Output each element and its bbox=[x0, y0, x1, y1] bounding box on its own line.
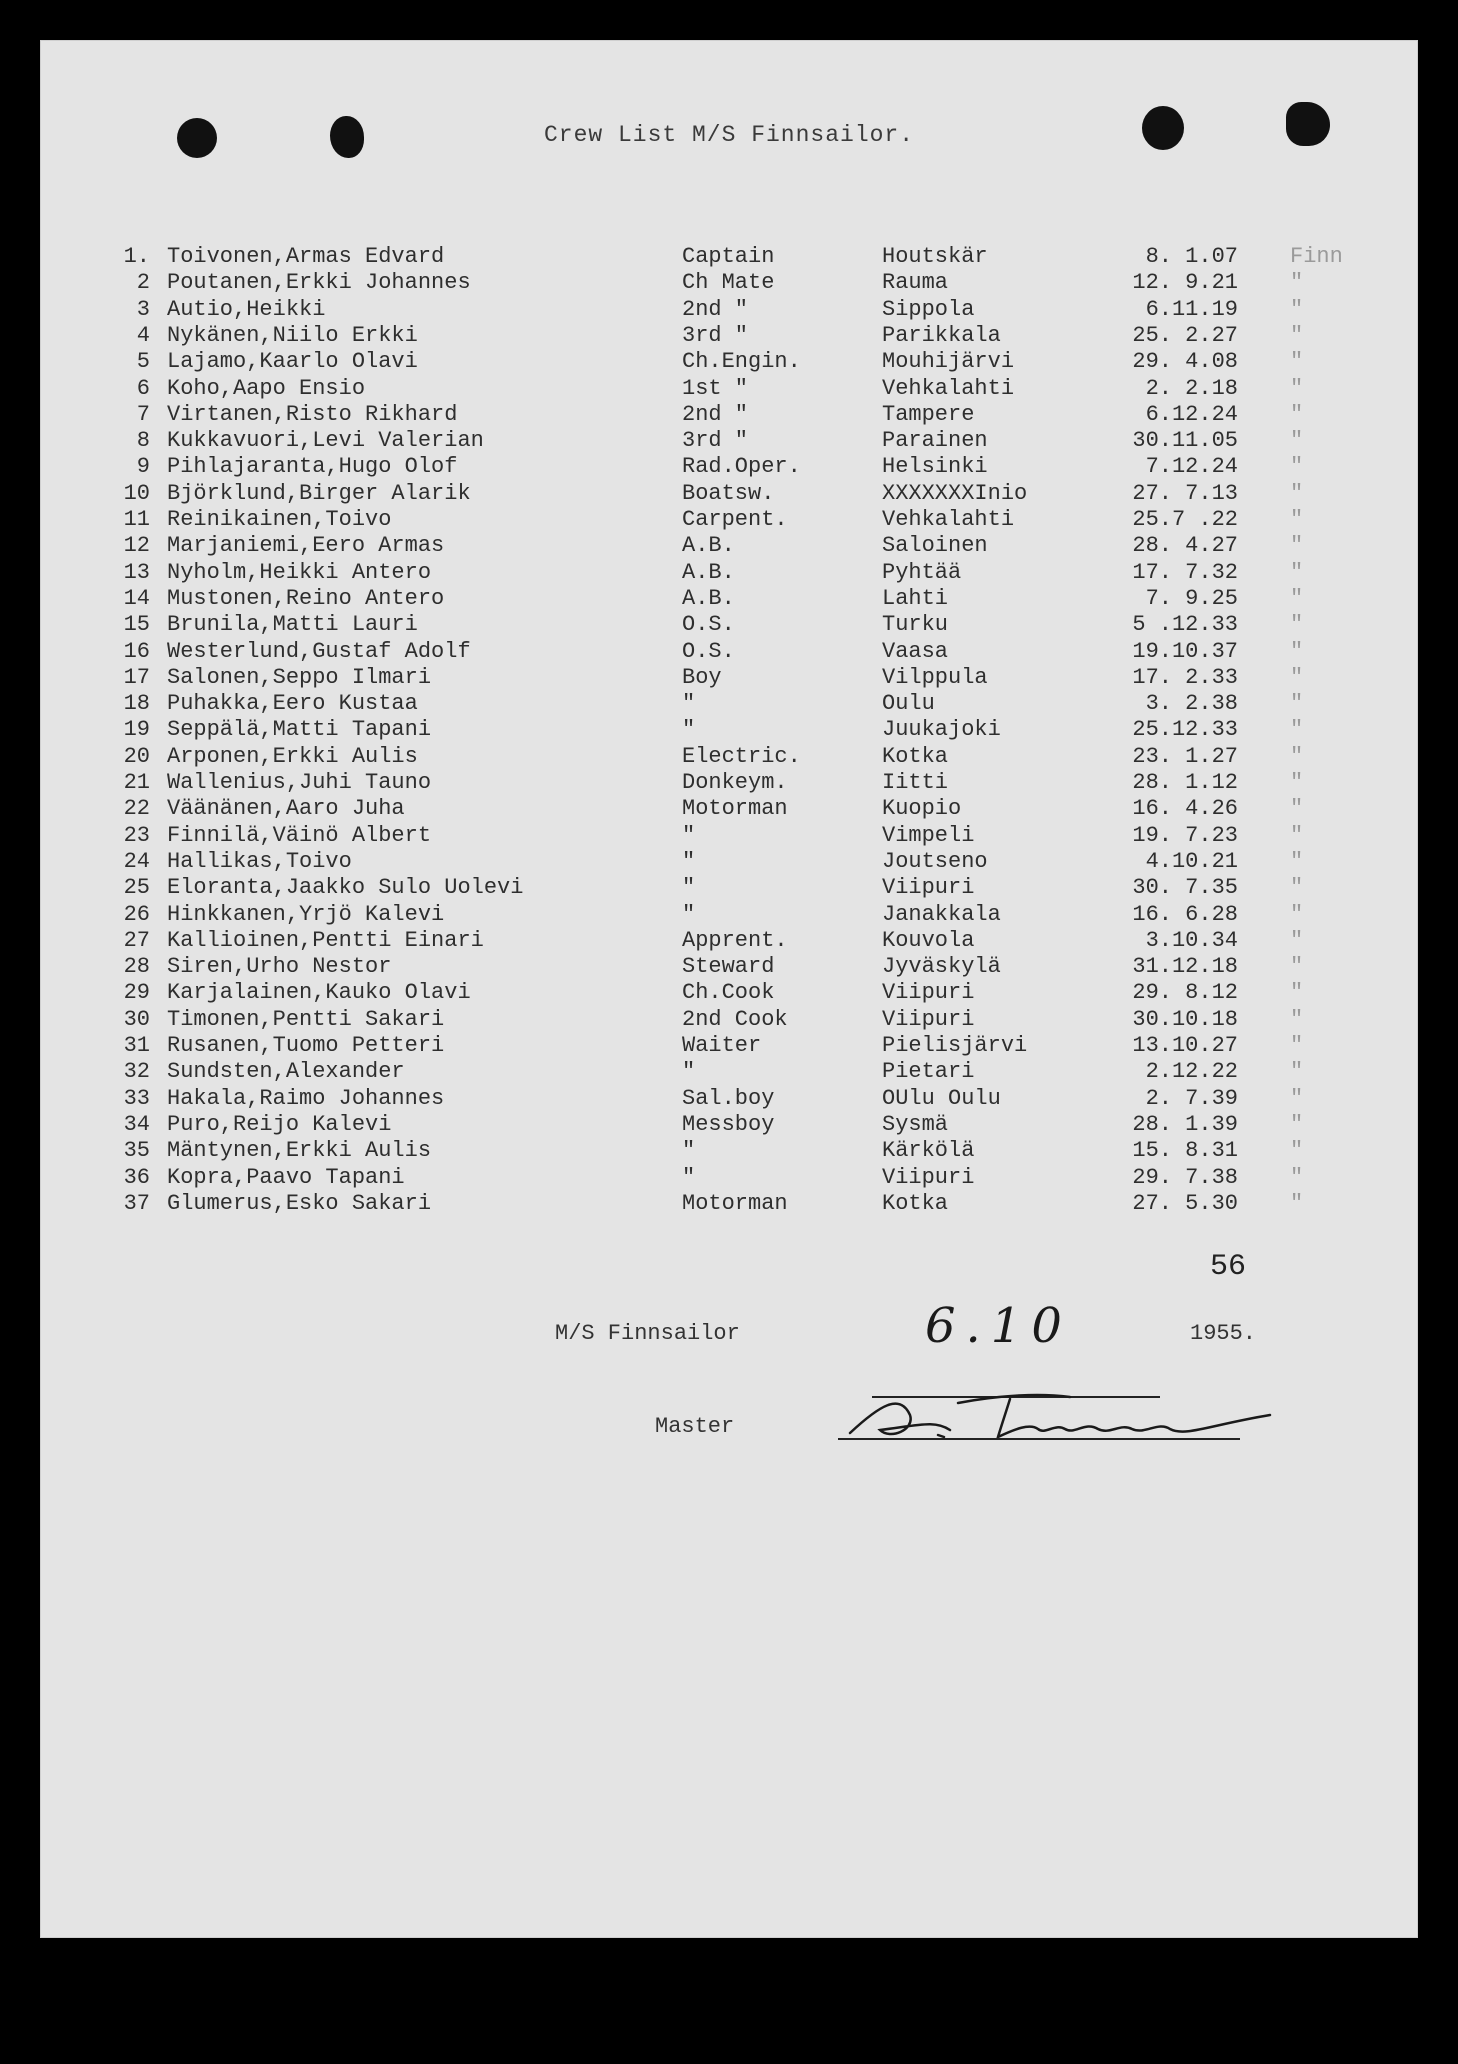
crew-nationality: " bbox=[1290, 822, 1304, 848]
crew-number: 4 bbox=[136, 322, 150, 348]
crew-birthplace: Vaasa bbox=[882, 638, 949, 664]
crew-number: 3 bbox=[136, 296, 150, 322]
crew-birthplace: Kouvola bbox=[882, 927, 975, 953]
crew-birthdate: 30. 7.35 bbox=[1132, 875, 1238, 901]
crew-rank: " bbox=[682, 848, 696, 874]
crew-birthplace: Viipuri bbox=[882, 980, 975, 1006]
crew-name: Puhakka,Eero Kustaa bbox=[167, 691, 418, 717]
crew-birthplace: Viipuri bbox=[882, 875, 975, 901]
crew-nationality: " bbox=[1290, 743, 1304, 769]
crew-nationality: " bbox=[1290, 954, 1304, 980]
crew-number: 9 bbox=[136, 454, 150, 480]
crew-name: Brunila,Matti Lauri bbox=[167, 612, 418, 638]
crew-name: Hinkkanen,Yrjö Kalevi bbox=[167, 901, 445, 927]
crew-birthdate: 28. 1.39 bbox=[1132, 1111, 1238, 1137]
crew-name: Hallikas,Toivo bbox=[167, 848, 352, 874]
crew-birthplace: Tampere bbox=[882, 401, 975, 427]
master-signature bbox=[840, 1385, 1300, 1455]
crew-rank: 2nd " bbox=[682, 296, 749, 322]
crew-birthplace: XXXXXXXInio bbox=[882, 480, 1028, 506]
crew-nationality: " bbox=[1290, 507, 1304, 532]
crew-nationality: " bbox=[1290, 980, 1304, 1006]
crew-nationality: " bbox=[1290, 375, 1304, 401]
crew-birthplace: Rauma bbox=[882, 270, 949, 296]
crew-birthplace: Vehkalahti bbox=[882, 375, 1015, 401]
crew-birthplace: Turku bbox=[882, 612, 949, 638]
crew-number: 11 bbox=[123, 507, 150, 532]
crew-birthplace: Kuopio bbox=[882, 796, 962, 822]
crew-name: Kopra,Paavo Tapani bbox=[167, 1164, 405, 1190]
crew-nationality: " bbox=[1290, 717, 1304, 743]
crew-birthdate: 30.11.05 bbox=[1132, 428, 1238, 454]
crew-name: Glumerus,Esko Sakari bbox=[167, 1190, 432, 1216]
crew-birthdate: 17. 7.32 bbox=[1132, 559, 1238, 585]
crew-name: Mustonen,Reino Antero bbox=[167, 585, 445, 611]
crew-name: Timonen,Pentti Sakari bbox=[167, 1006, 445, 1032]
crew-name: Poutanen,Erkki Johannes bbox=[167, 270, 471, 296]
crew-birthdate: 15. 8.31 bbox=[1132, 1138, 1238, 1164]
crew-name: Autio,Heikki bbox=[167, 296, 326, 322]
crew-nationality: " bbox=[1290, 796, 1304, 822]
crew-rank: A.B. bbox=[682, 585, 735, 611]
crew-birthplace: Houtskär bbox=[882, 244, 988, 269]
crew-name: Hakala,Raimo Johannes bbox=[167, 1085, 445, 1111]
crew-birthplace: Oulu bbox=[882, 691, 935, 717]
crew-rank: Steward bbox=[682, 954, 775, 980]
crew-number: 36 bbox=[123, 1164, 150, 1190]
crew-birthdate: 7. 9.25 bbox=[1145, 585, 1238, 611]
crew-rank: 3rd " bbox=[682, 322, 749, 348]
crew-nationality: " bbox=[1290, 770, 1304, 795]
crew-rank: Apprent. bbox=[682, 927, 788, 953]
crew-name: Koho,Aapo Ensio bbox=[167, 375, 366, 401]
crew-nationality: " bbox=[1290, 428, 1304, 454]
crew-birthdate: 27. 5.30 bbox=[1132, 1190, 1238, 1216]
crew-nationality: " bbox=[1290, 454, 1304, 480]
crew-number: 21 bbox=[123, 770, 150, 795]
crew-birthdate: 17. 2.33 bbox=[1132, 664, 1238, 690]
crew-birthplace: Kotka bbox=[882, 1190, 949, 1216]
crew-birthdate: 12. 9.21 bbox=[1132, 270, 1238, 296]
crew-birthplace: Joutseno bbox=[882, 848, 988, 874]
crew-nationality: " bbox=[1290, 270, 1304, 296]
crew-nationality: " bbox=[1290, 1190, 1304, 1216]
crew-number: 22 bbox=[123, 796, 150, 822]
crew-rank: Electric. bbox=[682, 743, 801, 769]
page-number: 56 bbox=[1210, 1250, 1247, 1284]
crew-birthdate: 25. 2.27 bbox=[1132, 322, 1238, 348]
crew-birthdate: 5 .12.33 bbox=[1132, 612, 1238, 638]
crew-nationality: " bbox=[1290, 901, 1304, 927]
crew-birthdate: 28. 4.27 bbox=[1132, 533, 1238, 559]
crew-birthdate: 2. 2.18 bbox=[1145, 375, 1238, 401]
crew-birthdate: 23. 1.27 bbox=[1132, 743, 1238, 769]
crew-name: Marjaniemi,Eero Armas bbox=[167, 533, 445, 559]
crew-birthplace: Janakkala bbox=[882, 901, 1001, 927]
crew-number: 29 bbox=[123, 980, 150, 1006]
crew-nationality: " bbox=[1290, 1033, 1304, 1058]
crew-name: Wallenius,Juhi Tauno bbox=[167, 770, 432, 795]
crew-birthdate: 19.10.37 bbox=[1132, 638, 1238, 664]
crew-name: Salonen,Seppo Ilmari bbox=[167, 664, 432, 690]
crew-birthdate: 28. 1.12 bbox=[1132, 770, 1238, 795]
crew-birthplace: Kärkölä bbox=[882, 1138, 975, 1164]
crew-rank: Motorman bbox=[682, 1190, 788, 1216]
crew-rank: Waiter bbox=[682, 1033, 762, 1058]
crew-rank: Rad.Oper. bbox=[682, 454, 801, 480]
crew-rank: Boy bbox=[682, 664, 722, 690]
crew-nationality: " bbox=[1290, 1059, 1304, 1085]
crew-name: Eloranta,Jaakko Sulo Uolevi bbox=[167, 875, 524, 901]
crew-birthdate: 6.12.24 bbox=[1145, 401, 1238, 427]
crew-rank: Carpent. bbox=[682, 507, 788, 532]
crew-birthplace: Juukajoki bbox=[882, 717, 1001, 743]
crew-name: Pihlajaranta,Hugo Olof bbox=[167, 454, 458, 480]
crew-birthplace: Viipuri bbox=[882, 1006, 975, 1032]
crew-name: Nyholm,Heikki Antero bbox=[167, 559, 432, 585]
crew-birthdate: 3. 2.38 bbox=[1145, 691, 1238, 717]
crew-number: 34 bbox=[123, 1111, 150, 1137]
crew-rank: Captain bbox=[682, 244, 775, 269]
crew-nationality: " bbox=[1290, 559, 1304, 585]
crew-nationality: " bbox=[1290, 533, 1304, 559]
crew-nationality: " bbox=[1290, 638, 1304, 664]
page-title: Crew List M/S Finnsailor. bbox=[543, 122, 915, 148]
crew-name: Virtanen,Risto Rikhard bbox=[167, 401, 458, 427]
crew-name: Nykänen,Niilo Erkki bbox=[167, 322, 418, 348]
crew-birthdate: 29. 4.08 bbox=[1132, 349, 1238, 375]
crew-number: 31 bbox=[123, 1033, 150, 1058]
crew-birthplace: Pietari bbox=[882, 1059, 975, 1085]
master-label: Master bbox=[655, 1414, 735, 1439]
crew-name: Puro,Reijo Kalevi bbox=[167, 1111, 392, 1137]
crew-name: Arponen,Erkki Aulis bbox=[167, 743, 418, 769]
crew-birthplace: Parainen bbox=[882, 428, 988, 454]
crew-rank: Donkeym. bbox=[682, 770, 788, 795]
crew-number: 8 bbox=[136, 428, 150, 454]
crew-nationality: " bbox=[1290, 1138, 1304, 1164]
crew-birthdate: 6.11.19 bbox=[1145, 296, 1238, 322]
crew-name: Sundsten,Alexander bbox=[167, 1059, 405, 1085]
crew-birthplace: Viipuri bbox=[882, 1164, 975, 1190]
crew-rank: " bbox=[682, 901, 696, 927]
crew-nationality: " bbox=[1290, 612, 1304, 638]
handwritten-date: 6.10 bbox=[925, 1298, 1072, 1354]
crew-nationality: " bbox=[1290, 585, 1304, 611]
crew-birthplace: Kotka bbox=[882, 743, 949, 769]
crew-birthdate: 16. 4.26 bbox=[1132, 796, 1238, 822]
crew-nationality: " bbox=[1290, 1085, 1304, 1111]
crew-number: 28 bbox=[123, 954, 150, 980]
crew-nationality: " bbox=[1290, 927, 1304, 953]
crew-number: 6 bbox=[136, 375, 150, 401]
crew-number: 13 bbox=[123, 559, 150, 585]
crew-number: 7 bbox=[136, 401, 150, 427]
crew-number: 37 bbox=[123, 1190, 150, 1216]
crew-rank: " bbox=[682, 691, 696, 717]
crew-rank: 3rd " bbox=[682, 428, 749, 454]
crew-number: 20 bbox=[123, 743, 150, 769]
crew-birthdate: 4.10.21 bbox=[1145, 848, 1238, 874]
crew-rank: 1st " bbox=[682, 375, 749, 401]
crew-nationality: " bbox=[1290, 349, 1304, 375]
crew-nationality: " bbox=[1290, 664, 1304, 690]
crew-rank: " bbox=[682, 875, 696, 901]
crew-rank: 2nd " bbox=[682, 401, 749, 427]
crew-rank: " bbox=[682, 1059, 696, 1085]
crew-number: 15 bbox=[123, 612, 150, 638]
crew-birthplace: Lahti bbox=[882, 585, 949, 611]
crew-rank: " bbox=[682, 1138, 696, 1164]
crew-birthplace: Vilppula bbox=[882, 664, 988, 690]
crew-nationality: " bbox=[1290, 480, 1304, 506]
crew-birthdate: 8. 1.07 bbox=[1145, 244, 1238, 269]
crew-number: 17 bbox=[123, 664, 150, 690]
crew-number: 12 bbox=[123, 533, 150, 559]
crew-birthdate: 3.10.34 bbox=[1145, 927, 1238, 953]
crew-number: 35 bbox=[123, 1138, 150, 1164]
crew-name: Seppälä,Matti Tapani bbox=[167, 717, 432, 743]
crew-birthplace: Sysmä bbox=[882, 1111, 949, 1137]
crew-rank: Ch Mate bbox=[682, 270, 775, 296]
crew-number: 1. bbox=[123, 244, 150, 269]
crew-birthdate: 16. 6.28 bbox=[1132, 901, 1238, 927]
crew-name: Björklund,Birger Alarik bbox=[167, 480, 471, 506]
crew-birthdate: 13.10.27 bbox=[1132, 1033, 1238, 1058]
crew-rank: Boatsw. bbox=[682, 480, 775, 506]
crew-nationality: " bbox=[1290, 1006, 1304, 1032]
crew-name: Kallioinen,Pentti Einari bbox=[167, 927, 484, 953]
crew-birthplace: Mouhijärvi bbox=[882, 349, 1015, 375]
crew-rank: Messboy bbox=[682, 1111, 775, 1137]
crew-number: 27 bbox=[123, 927, 150, 953]
crew-rank: " bbox=[682, 822, 696, 848]
crew-name: Finnilä,Väinö Albert bbox=[167, 822, 432, 848]
crew-birthdate: 27. 7.13 bbox=[1132, 480, 1238, 506]
crew-birthdate: 29. 8.12 bbox=[1132, 980, 1238, 1006]
crew-rank: O.S. bbox=[682, 612, 735, 638]
crew-nationality: " bbox=[1290, 691, 1304, 717]
crew-birthplace: Helsinki bbox=[882, 454, 988, 480]
crew-rank: " bbox=[682, 1164, 696, 1190]
crew-rank: Ch.Cook bbox=[682, 980, 775, 1006]
crew-birthplace: Jyväskylä bbox=[882, 954, 1001, 980]
crew-birthdate: 25.7 .22 bbox=[1132, 507, 1238, 532]
crew-birthplace: Pyhtää bbox=[882, 559, 962, 585]
crew-birthdate: 25.12.33 bbox=[1132, 717, 1238, 743]
crew-birthdate: 2.12.22 bbox=[1145, 1059, 1238, 1085]
crew-nationality: " bbox=[1290, 1164, 1304, 1190]
crew-nationality: " bbox=[1290, 401, 1304, 427]
crew-rank: 2nd Cook bbox=[682, 1006, 788, 1032]
crew-number: 5 bbox=[136, 349, 150, 375]
crew-birthdate: 30.10.18 bbox=[1132, 1006, 1238, 1032]
crew-number: 30 bbox=[123, 1006, 150, 1032]
crew-birthplace: Parikkala bbox=[882, 322, 1001, 348]
crew-birthplace: Saloinen bbox=[882, 533, 988, 559]
crew-birthdate: 2. 7.39 bbox=[1145, 1085, 1238, 1111]
crew-nationality: " bbox=[1290, 1111, 1304, 1137]
crew-rank: Ch.Engin. bbox=[682, 349, 801, 375]
crew-birthdate: 19. 7.23 bbox=[1132, 822, 1238, 848]
crew-rank: Sal.boy bbox=[682, 1085, 775, 1111]
crew-rank: O.S. bbox=[682, 638, 735, 664]
crew-rank: " bbox=[682, 717, 696, 743]
crew-nationality: " bbox=[1290, 296, 1304, 322]
crew-number: 16 bbox=[123, 638, 150, 664]
crew-name: Lajamo,Kaarlo Olavi bbox=[167, 349, 418, 375]
crew-nationality: " bbox=[1290, 875, 1304, 901]
crew-name: Rusanen,Tuomo Petteri bbox=[167, 1033, 445, 1058]
crew-birthplace: Pielisjärvi bbox=[882, 1033, 1028, 1058]
crew-name: Toivonen,Armas Edvard bbox=[167, 244, 445, 269]
crew-name: Siren,Urho Nestor bbox=[167, 954, 392, 980]
crew-birthplace: Sippola bbox=[882, 296, 975, 322]
crew-rank: A.B. bbox=[682, 559, 735, 585]
crew-number: 25 bbox=[123, 875, 150, 901]
crew-number: 33 bbox=[123, 1085, 150, 1111]
crew-name: Reinikainen,Toivo bbox=[167, 507, 392, 532]
crew-name: Mäntynen,Erkki Aulis bbox=[167, 1138, 432, 1164]
crew-birthplace: OUlu Oulu bbox=[882, 1085, 1001, 1111]
crew-name: Karjalainen,Kauko Olavi bbox=[167, 980, 471, 1006]
crew-number: 19 bbox=[123, 717, 150, 743]
crew-name: Westerlund,Gustaf Adolf bbox=[167, 638, 471, 664]
crew-nationality: Finn bbox=[1290, 244, 1343, 269]
crew-birthplace: Iitti bbox=[882, 770, 949, 795]
signature-underline bbox=[838, 1438, 1240, 1440]
crew-name: Kukkavuori,Levi Valerian bbox=[167, 428, 484, 454]
crew-number: 14 bbox=[123, 585, 150, 611]
footer-year: 1955. bbox=[1190, 1321, 1257, 1346]
crew-birthplace: Vehkalahti bbox=[882, 507, 1015, 532]
crew-number: 26 bbox=[123, 901, 150, 927]
crew-number: 10 bbox=[123, 480, 150, 506]
crew-birthdate: 29. 7.38 bbox=[1132, 1164, 1238, 1190]
footer-vessel: M/S Finnsailor bbox=[555, 1321, 740, 1346]
crew-rank: A.B. bbox=[682, 533, 735, 559]
crew-number: 18 bbox=[123, 691, 150, 717]
crew-birthdate: 7.12.24 bbox=[1145, 454, 1238, 480]
crew-number: 32 bbox=[123, 1059, 150, 1085]
crew-rank: Motorman bbox=[682, 796, 788, 822]
crew-birthdate: 31.12.18 bbox=[1132, 954, 1238, 980]
crew-nationality: " bbox=[1290, 848, 1304, 874]
crew-birthplace: Vimpeli bbox=[882, 822, 975, 848]
crew-nationality: " bbox=[1290, 322, 1304, 348]
crew-number: 23 bbox=[123, 822, 150, 848]
crew-name: Väänänen,Aaro Juha bbox=[167, 796, 405, 822]
crew-number: 24 bbox=[123, 848, 150, 874]
crew-number: 2 bbox=[136, 270, 150, 296]
